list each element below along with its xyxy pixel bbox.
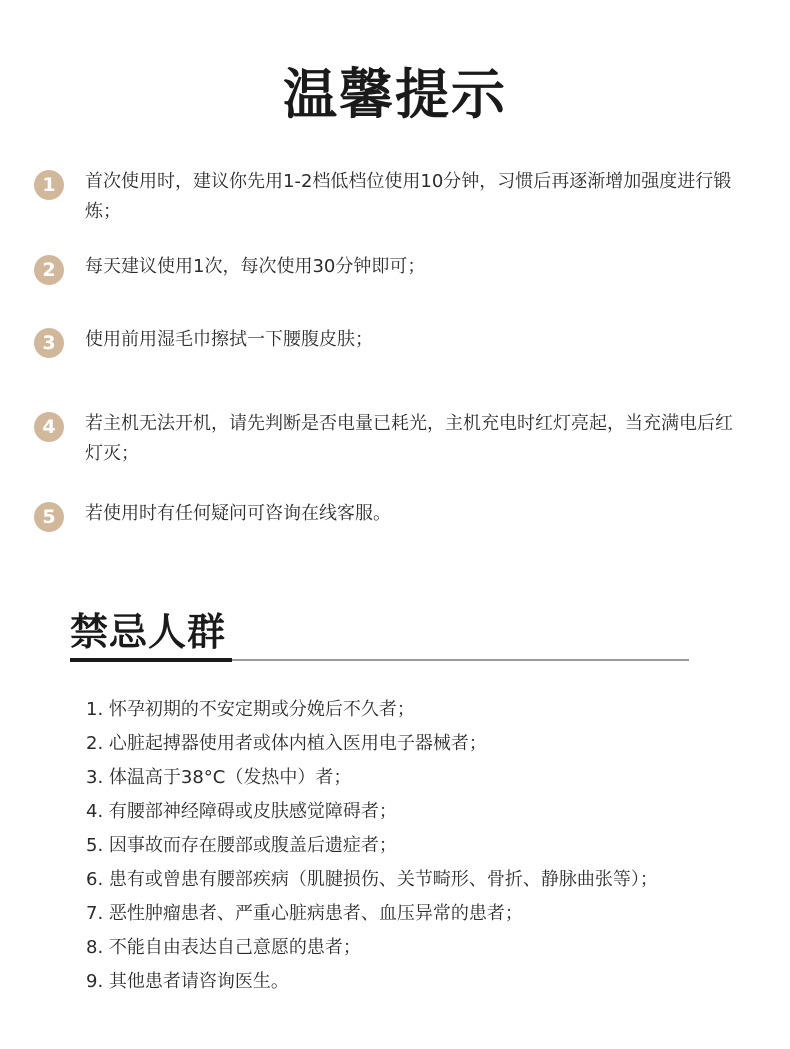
page-title: 温馨提示 <box>283 63 507 126</box>
list-item: 4. 有腰部神经障碍或皮肤感觉障碍者； <box>86 801 397 822</box>
list-item: 3. 体温高于38°C（发热中）者； <box>86 767 352 788</box>
tip-text: 若主机无法开机，请先判断是否电量已耗光，主机充电时红灯亮起，当充满电后红灯灭； <box>85 413 733 464</box>
list-item: 9. 其他患者请咨询医生。 <box>86 971 289 992</box>
tip-text: 首次使用时，建议你先用1-2档低档位使用10分钟，习惯后再逐渐增加强度进行锻炼； <box>85 171 732 222</box>
section-title: 禁忌人群 <box>70 610 227 654</box>
list-item: 8. 不能自由表达自己意愿的患者； <box>86 937 361 958</box>
contraindication-list <box>86 693 766 999</box>
list-item: 5. 因事故而存在腰部或腹盖后遗症者； <box>86 835 397 856</box>
tip-number-badge: 3 <box>34 328 64 358</box>
tip-number-badge: 5 <box>34 502 64 532</box>
tip-number-badge: 4 <box>34 412 64 442</box>
list-item: 6. 患有或曾患有腰部疾病（肌腱损伤、关节畸形、骨折、静脉曲张等）； <box>86 869 658 890</box>
list-item: 1. 怀孕初期的不安定期或分娩后不久者； <box>86 699 415 720</box>
list-item: 2. 心脏起搏器使用者或体内植入医用电子器械者； <box>86 733 487 754</box>
tip-text: 每天建议使用1次，每次使用30分钟即可； <box>85 256 426 277</box>
section-divider-accent <box>70 658 232 662</box>
tip-text: 若使用时有任何疑问可咨询在线客服。 <box>85 503 391 524</box>
tip-text: 使用前用湿毛巾擦拭一下腰腹皮肤； <box>85 329 373 350</box>
list-item: 7. 恶性肿瘤患者、严重心脏病患者、血压异常的患者； <box>86 903 523 924</box>
tip-number-badge: 1 <box>34 170 64 200</box>
tip-number-badge: 2 <box>34 255 64 285</box>
